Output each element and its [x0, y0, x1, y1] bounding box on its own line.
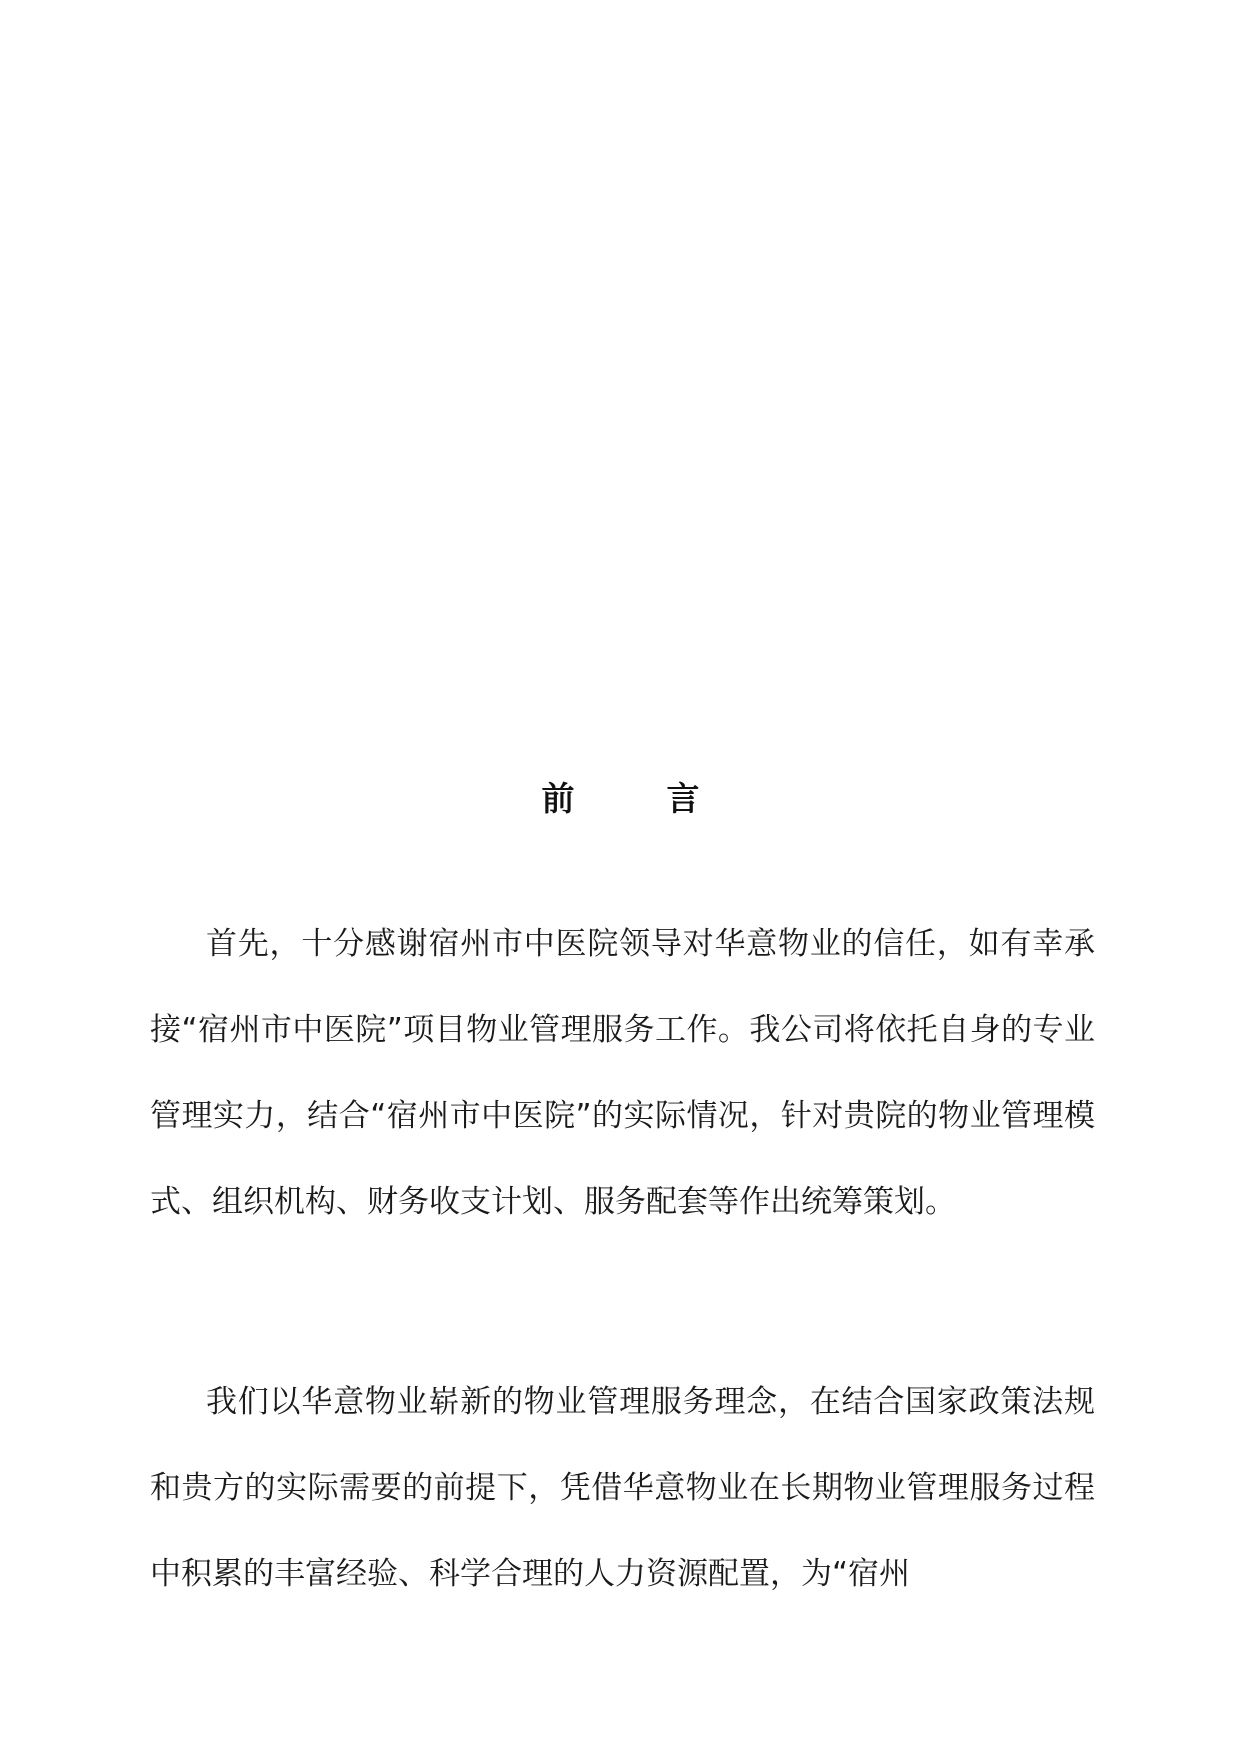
paragraph-philosophy: 我们以华意物业崭新的物业管理服务理念，在结合国家政策法规和贵方的实际需要的前提下，凭借华意物业在长期物业管理服务过程中积累的丰富经验、科学合理的人力资源配置，为“宿州 — [150, 1384, 1095, 1592]
title-char-1: 前 — [541, 779, 575, 818]
paragraph-intro: 首先，十分感谢宿州市中医院领导对华意物业的信任，如有幸承接“宿州市中医院”项目物业管理服务工作。我公司将依托自身的专业管理实力，结合“宿州市中医院”的实际情况，针对贵院的物业管理模式、组织机构、财务收支计划、服务配套等作出统筹策划。 — [150, 926, 1095, 1220]
page-title — [0, 774, 1241, 824]
title-char-2: 言 — [666, 779, 700, 818]
